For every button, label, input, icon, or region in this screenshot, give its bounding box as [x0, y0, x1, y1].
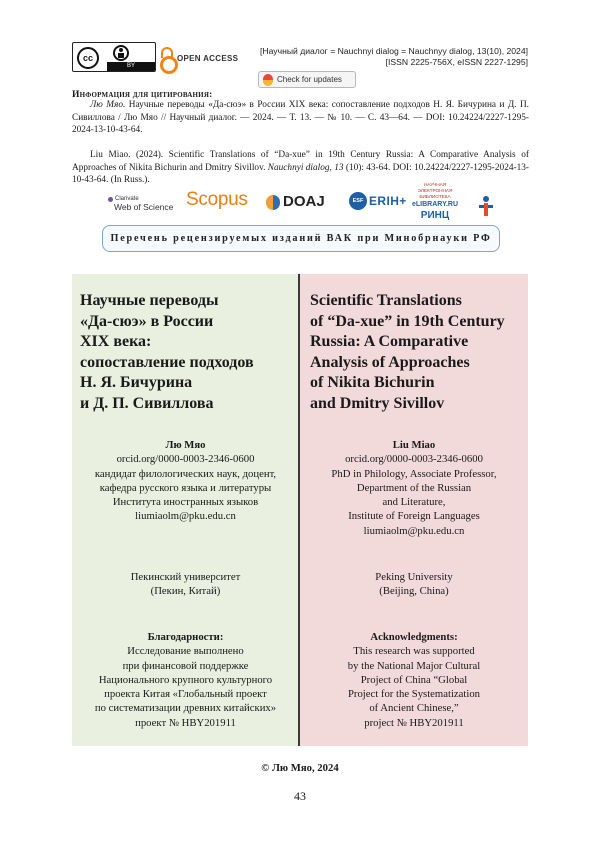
check-for-updates-button[interactable]	[258, 71, 356, 88]
title-en-line: and Dmitry Sivillov	[310, 394, 445, 412]
open-access-label: OPEN ACCESS	[177, 53, 239, 63]
citation-ru-author: Лю Мяо.	[90, 100, 126, 110]
title-ru-line: сопоставление подходов	[80, 353, 254, 371]
author-degree: PhD in Philology, Associate Professor,	[331, 467, 497, 480]
ack-line: Project of China “Global	[360, 673, 468, 686]
acknowledgments-russian	[74, 630, 297, 730]
title-en-line: Russia: A Comparative	[310, 333, 469, 350]
citation-heading: Информация для цитирования:	[72, 90, 213, 100]
title-en-line: Analysis of Approaches	[310, 353, 470, 371]
rinc-label: РИНЦ	[420, 210, 450, 221]
university-name: Пекинский университет	[130, 571, 241, 583]
ack-line: project № HBY201911	[364, 716, 464, 729]
author-name: Liu Miao	[392, 439, 436, 451]
article-title-russian	[80, 291, 290, 414]
citation-en-journal: Nauchnyi dialog, 13	[267, 162, 344, 173]
author-department: Department of the Russian	[356, 481, 472, 494]
clarivate-icon	[108, 197, 113, 202]
ack-line: проекта Китая «Глобальный проект	[104, 688, 267, 701]
cc-icon: cc	[77, 47, 99, 69]
author-department-cont: and Literature,	[382, 496, 446, 509]
doaj-logo[interactable]	[266, 193, 325, 211]
article-title-english	[310, 291, 520, 414]
orcid-link[interactable]: orcid.org/0000-0003-2346-0600	[116, 453, 255, 466]
acknowledgments-english	[302, 630, 526, 730]
author-name: Лю Мяо	[165, 439, 206, 451]
elibrary-label: eLIBRARY.RU	[412, 201, 459, 208]
check-for-updates-label: Check for updates	[277, 75, 342, 84]
elibrary-logo[interactable]	[412, 183, 458, 222]
acknowledgments-heading: Acknowledgments:	[370, 631, 458, 643]
elibrary-tagline: НАУЧНАЯ ЭЛЕКТРОННАЯ БИБЛИОТЕКА	[417, 183, 453, 200]
erih-plus-logo[interactable]	[349, 192, 407, 210]
affiliation-english	[302, 570, 526, 599]
author-degree: кандидат филологических наук, доцент,	[94, 467, 277, 480]
rinc-figure-icon	[478, 196, 494, 216]
crossmark-icon	[263, 74, 273, 86]
citation-russian	[72, 99, 529, 137]
web-of-science-logo[interactable]	[108, 196, 173, 212]
title-ru-line: XIX века:	[80, 333, 152, 350]
ack-line: by the National Major Cultural	[347, 659, 481, 672]
university-location: (Пекин, Китай)	[150, 585, 221, 598]
university-location: (Beijing, China)	[379, 585, 449, 598]
erih-label: ERIH+	[369, 194, 407, 208]
column-divider	[298, 274, 300, 746]
journal-info	[260, 46, 528, 68]
author-institute: Института иностранных языков	[112, 496, 259, 509]
title-ru-line: и Д. П. Сивиллова	[80, 394, 214, 412]
affiliation-russian	[74, 570, 297, 599]
title-en-line: Scientific Translations	[310, 292, 462, 309]
university-name: Peking University	[375, 571, 453, 583]
title-en-line: of “Da-xue” in 19th Century	[310, 312, 505, 330]
author-email-link[interactable]: liumiaolm@pku.edu.cn	[135, 510, 236, 523]
title-en-line: of Nikita Bichurin	[310, 374, 435, 391]
citation-english	[72, 149, 529, 187]
author-block-russian	[74, 438, 297, 524]
author-block-english	[302, 438, 526, 538]
open-lock-icon	[160, 47, 174, 69]
page-number: 43	[294, 789, 306, 803]
doaj-icon	[266, 195, 280, 210]
journal-title-line: [Научный диалог = Nauchnyi dialog = Nauchnyy dialog, 13(10), 2024]	[260, 46, 528, 56]
vak-banner: Перечень рецензируемых изданий ВАК при Минобрнауки РФ	[102, 225, 500, 252]
ack-line: проект № HBY201911	[135, 716, 236, 729]
journal-issn-line: [ISSN 2225-756X, eISSN 2227-1295]	[385, 57, 528, 67]
ack-line: Национального крупного культурного	[98, 673, 273, 686]
clarivate-label: Clarivate	[115, 196, 139, 202]
web-of-science-label: Web of Science	[114, 202, 174, 212]
author-institute: Institute of Foreign Languages	[348, 510, 480, 523]
scopus-logo[interactable]: Scopus	[186, 189, 248, 210]
ack-line: Project for the Systematization	[347, 688, 481, 701]
by-label: BY	[107, 62, 155, 71]
attribution-person-icon	[113, 45, 129, 61]
citation-en-tail: (10): 43-64. DOI: 10.24224/2227-1295-2024-13-10-43-64. (In Russ.).	[72, 162, 529, 186]
esf-icon: ESF	[349, 192, 367, 210]
orcid-link[interactable]: orcid.org/0000-0003-2346-0600	[345, 453, 483, 466]
doaj-label: DOAJ	[283, 193, 325, 210]
ack-line: Исследование выполнено	[127, 645, 244, 658]
title-ru-line: «Да-сюэ» в России	[80, 312, 214, 330]
acknowledgments-heading: Благодарности:	[147, 631, 224, 643]
title-ru-line: Н. Я. Бичурина	[80, 374, 193, 391]
author-email-link[interactable]: liumiaolm@pku.edu.cn	[363, 524, 465, 537]
author-department: кафедра русского языка и литературы	[99, 481, 272, 494]
citation-en-text: Liu Miao. (2024). Scientific Translations of “Da-xue” in 19th Century Russia: A Comparative Analysis of Approaches of Nikita Bichurin and Dmitry Sivillov.	[72, 150, 529, 173]
ack-line: по систематизации древних китайских»	[94, 702, 277, 715]
ack-line: This research was supported	[353, 645, 475, 658]
open-access-logo	[160, 45, 238, 71]
copyright-notice: © Лю Мяо, 2024	[261, 762, 339, 774]
title-ru-line: Научные переводы	[80, 292, 219, 309]
cc-by-license-badge[interactable]	[72, 42, 156, 72]
ack-line: of Ancient Chinese,”	[369, 702, 459, 715]
citation-ru-text: Научные переводы «Да-сюэ» в России XIX века: сопоставление подходов Н. Я. Бичурина и Д. П. Сивиллова / Лю Мяо // Научный диалог. — 2024. — Т. 13. — № 10. — С. 43—64. — DOI: 10.24224/2227-1295-2024-13-10-43-64.	[72, 100, 529, 136]
ack-line: при финансовой поддержке	[122, 659, 249, 672]
